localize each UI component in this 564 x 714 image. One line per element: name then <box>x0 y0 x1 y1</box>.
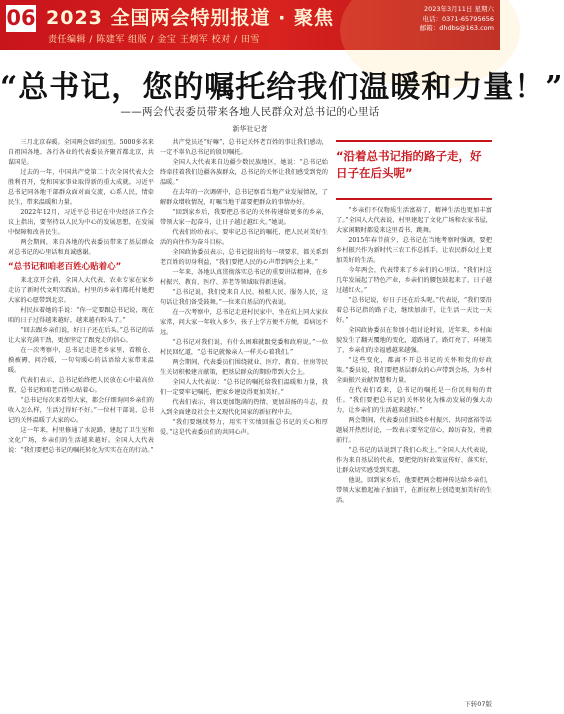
paragraph: “总书记说，好日子还在后头呢。”代表说，“我们要沿着总书记指的路子走，继续加油干，让生活一天比一天好。” <box>336 297 492 324</box>
paragraph: 一年来，各地认真贯彻落实总书记的重要讲话精神，在乡村振兴、教育、医疗、养老等领域取得新进展。 <box>160 269 328 286</box>
header-banner <box>0 0 500 50</box>
article-subhead: ——两会代表委员带来各地人民群众对总书记的心里话 <box>120 106 380 118</box>
section-title: 2023 全国两会特别报道 · 聚焦 <box>46 7 334 29</box>
paragraph: 2022年12月，习近平总书记在中央经济工作会议上指出，要坚持以人民为中心的发展思想，在发展中保障和改善民生。 <box>8 209 154 236</box>
continued-note: 下转07版 <box>464 700 492 708</box>
article-byline: 新华社记者 <box>232 125 268 133</box>
paragraph: 代表们表示，总书记始终把人民放在心中最高位置，总书记和咱老百姓心贴着心。 <box>8 377 154 394</box>
paragraph: 两会期间，代表委员们围绕就业、医疗、教育、住房等民生关切积极建言献策，把基层群众的期盼带到大会上。 <box>160 359 328 376</box>
issue-meta <box>394 5 494 45</box>
paragraph: “总书记每次来看望大家，都会仔细询问乡亲们的收入怎么样，生活过得好不好。”一位村干部说，总书记的关怀温暖了大家的心。 <box>8 397 154 424</box>
paragraph: 代表们表示，将以更加饱满的热情、更加昂扬的斗志，投入到全面建设社会主义现代化国家的新征程中去。 <box>160 399 328 416</box>
article-headline: “总书记，您的嘱托给我们温暖和力量！” <box>0 70 564 105</box>
paragraph: 代表们纷纷表示，要牢记总书记的嘱托，把人民对美好生活的向往作为奋斗目标。 <box>160 229 328 246</box>
paragraph: 过去的一年，中国共产党第二十次全国代表大会胜利召开，党和国家事业取得新的重大成就。习近平总书记同各地干部群众面对面交流，心系人民，情牵民生，带来温暖和力量。 <box>8 169 154 206</box>
paragraph: 今年两会，代表带来了乡亲们的心里话。“我们村这几年发展起了特色产业，乡亲们的腰包鼓起来了，日子越过越红火。” <box>336 267 492 294</box>
paragraph: 在去年的一次调研中，总书记察看当地产业发展情况，了解群众增收情况，叮嘱当地干部要把群众的事情办好。 <box>160 189 328 206</box>
paragraph: “总书记的话说到了我们心坎上。”全国人大代表说，作为来自基层的代表，要把党的好政策宣传好、落实好，让群众切实感受到实惠。 <box>336 447 492 474</box>
paragraph: “乡亲们不仅物质生活富裕了，精神生活也更加丰富了。”全国人大代表说，村里建起了文化广场和农家书屋，大家闲暇时都爱来这里看书、跳舞。 <box>336 207 492 234</box>
paragraph: 共产党员还“好嘛”，总书记关怀老百姓的事让我们感动，一定不辜负总书记的殷切嘱托。 <box>160 139 328 156</box>
issue-date: 2023年3月11日 星期六 <box>423 5 494 13</box>
paragraph: 全国政协委员在参加小组讨论时说，近年来，乡村面貌发生了翻天覆地的变化，道路通了，路灯亮了，环境美了，乡亲们的幸福感越来越强。 <box>336 327 492 354</box>
paragraph: 三月北京春暖。全国两会如约而至。5000多名来自祖国各地、各行各业的代表委员齐聚首都北京，共谋国是。 <box>8 139 154 166</box>
paragraph: 在一次考察中，总书记走进老乡家里，看粮仓、摸被褥、问冷暖，一句句暖心的话语给大家带来温暖。 <box>8 347 154 374</box>
article-column-3 <box>336 206 492 698</box>
paragraph: 来北京开会前，全国人大代表、农业专家在家乡走访了新时代文明实践站，村里的乡亲们都托付她把大家的心愿带到北京。 <box>8 277 154 304</box>
article-column-1 <box>8 138 154 698</box>
paragraph: 这一年来，村里修通了水泥路，建起了卫生室和文化广场，乡亲们的生活越来越好。全国人大代表说：“我们要把总书记的嘱托转化为实实在在的行动。” <box>8 427 154 454</box>
paragraph: “回到家乡后，我要把总书记的关怀传递给更多的乡亲，带领大家一起奋斗，让日子越过越红火。”她说。 <box>160 209 328 226</box>
paragraph: 村民拉着她的手说：“你一定要跟总书记说，现在咱的日子过得越来越好，越来越有盼头了。” <box>8 307 154 324</box>
issue-email: 邮箱：dhdbs@163.com <box>419 24 494 32</box>
paragraph: 他说，回到家乡后，他要把两会精神传达给乡亲们，带领大家撸起袖子加油干，在新征程上创造更加美好的生活。 <box>336 477 492 504</box>
paragraph: 两会期间，来自各地的代表委员带来了基层群众对总书记的心里话和真诚感谢。 <box>8 239 154 256</box>
pull-quote: “沿着总书记指的路子走，好日子在后头呢” <box>336 140 492 200</box>
paragraph: 全国人大代表说：“总书记的嘱托给我们温暖和力量，我们一定要牢记嘱托，把家乡建设得更加美好。” <box>160 379 328 396</box>
paragraph: 全国人大代表来自边疆少数民族地区，她说：“总书记始终牵挂着我们边疆各族群众，总书记的关怀让我们感受到党的温暖。” <box>160 159 328 186</box>
paragraph: “总书记对我们说，有什么困难就跟党委和政府说。”一位村民回忆道，“总书记就像亲人一样关心着我们。” <box>160 339 328 356</box>
paragraph: 在一次考察中，总书记走进村民家中，坐在炕上同大家拉家常，问大家一年收入多少，孩子上学方便不方便，看病远不远。 <box>160 309 328 336</box>
article-column-2 <box>160 138 328 698</box>
paragraph: 两会期间，代表委员们围绕乡村振兴、共同富裕等话题展开热烈讨论，一致表示要坚定信心，踔厉奋发，勇毅前行。 <box>336 417 492 444</box>
section-heading: “总书记和咱老百姓心贴着心” <box>8 262 122 272</box>
paragraph: “我们要继续努力，用实干实绩回报总书记的关心和厚爱。”这是代表委员们的共同心声。 <box>160 419 328 436</box>
page-number: 06 <box>6 6 36 30</box>
paragraph: “总书记说，我们党来自人民、植根人民、服务人民，这句话让我们备受鼓舞。”一位来自基层的代表说。 <box>160 289 328 306</box>
editor-credits: 责任编辑 / 陈建军 组版 / 金宝 王炳军 校对 / 田雪 <box>48 35 260 45</box>
issue-phone: 电话：0371-65795656 <box>422 14 494 23</box>
paragraph: 2015年春节前夕，总书记在当地考察时强调，要把乡村振兴作为新时代三农工作总抓手，让农民群众过上更加美好的生活。 <box>336 237 492 264</box>
paragraph: “回去跟乡亲们说，好日子还在后头。”总书记的话让大家充满干劲，更加坚定了跟党走的信心。 <box>8 327 154 344</box>
paragraph: “这些变化，都离不开总书记的关怀和党的好政策。”委员说，我们要把基层群众的心声带到会场，为乡村全面振兴贡献智慧和力量。 <box>336 357 492 384</box>
paragraph: 在代表们看来，总书记的嘱托是一份沉甸甸的责任。“我们要把总书记的关怀转化为推动发展的强大动力，让乡亲们的生活越来越好。” <box>336 387 492 414</box>
paragraph: 全国政协委员表示，总书记提出的每一项要求，都关系到老百姓的切身利益，“我们要把人民的心声带到两会上来。” <box>160 249 328 266</box>
